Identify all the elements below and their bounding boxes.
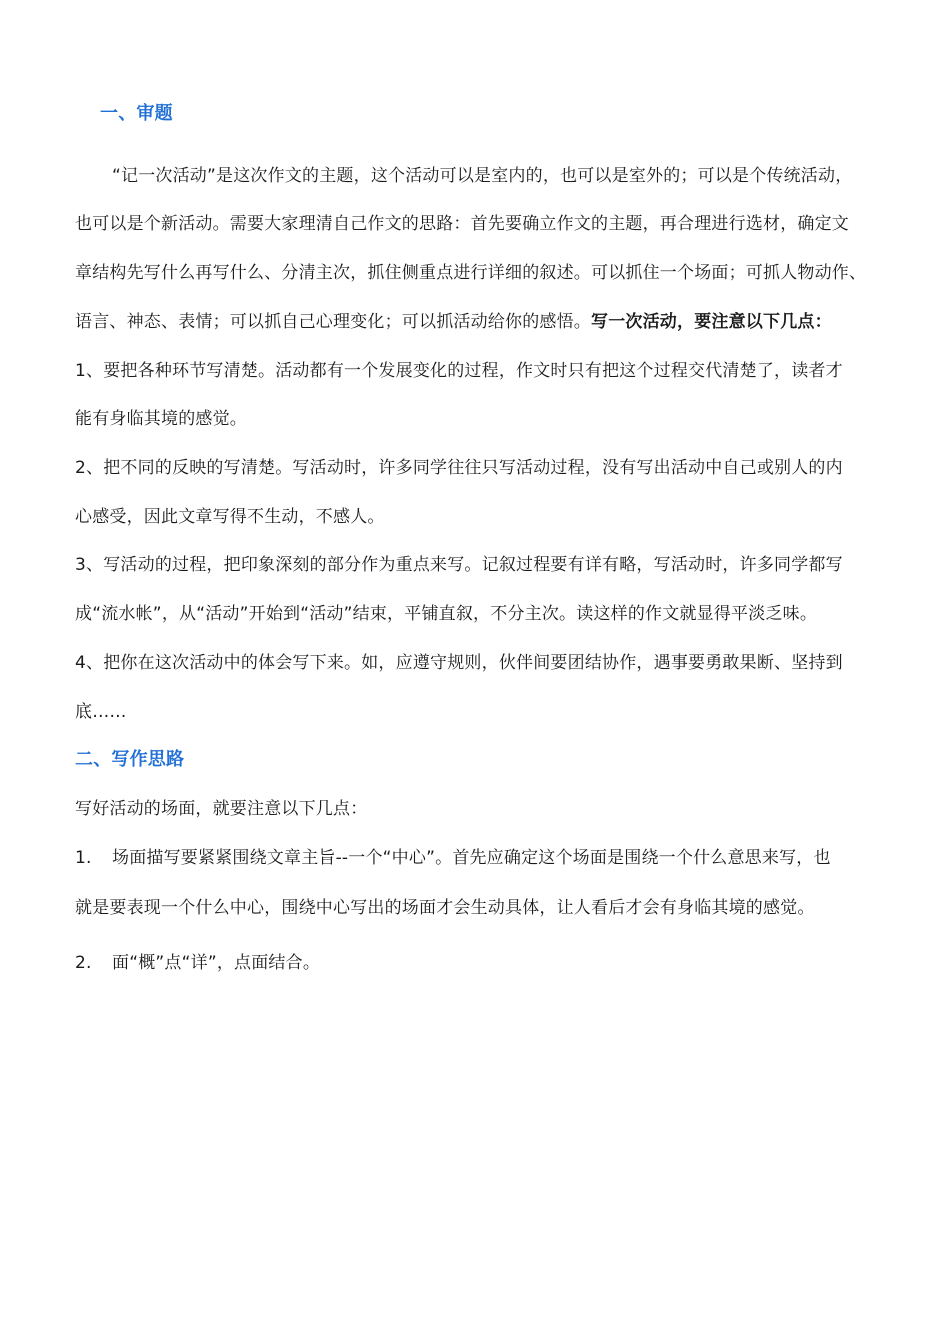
point-3-line-2: 成“流水帐”，从“活动”开始到“活动”结束，平铺直叙，不分主次。读这样的作文就显得平淡乏味。 <box>75 604 818 624</box>
list-number: 2. <box>75 953 92 973</box>
list-item-2 <box>75 952 935 974</box>
paragraph-line: 也可以是个新活动。需要大家理清自己作文的思路：首先要确立作文的主题，再合理进行选材，确定文 <box>75 214 849 234</box>
paragraph-line <box>75 311 935 333</box>
point-2-line-2: 心感受，因此文章写得不生动，不感人。 <box>75 507 385 527</box>
point-1-line-1: 1、要把各种环节写清楚。活动都有一个发展变化的过程，作文时只有把这个过程交代清楚了，读者才 <box>75 361 843 381</box>
list-item-1 <box>75 847 935 869</box>
paragraph-line: “记一次活动”是这次作文的主题，这个活动可以是室内的，也可以是室外的；可以是个传统活动， <box>112 166 853 186</box>
point-2-line-1: 2、把不同的反映的写清楚。写活动时，许多同学往往只写活动过程，没有写出活动中自己或别人的内 <box>75 458 843 478</box>
section-2-heading: 二、写作思路 <box>75 749 185 770</box>
section-2-intro: 写好活动的场面，就要注意以下几点： <box>75 799 368 819</box>
point-3-line-1: 3、写活动的过程，把印象深刻的部分作为重点来写。记叙过程要有详有略，写活动时，许多同学都写 <box>75 555 843 575</box>
point-1-line-2: 能有身临其境的感觉。 <box>75 409 247 429</box>
list-item-text: 面“概”点“详”，点面结合。 <box>112 953 321 973</box>
list-item-1-continuation: 就是要表现一个什么中心，围绕中心写出的场面才会生动具体，让人看后才会有身临其境的感觉。 <box>75 898 815 918</box>
list-number: 1. <box>75 848 92 868</box>
section-1-heading: 一、审题 <box>100 103 173 124</box>
point-4-line-1: 4、把你在这次活动中的体会写下来。如，应遵守规则，伙伴间要团结协作，遇事要勇敢果断、坚持到 <box>75 653 843 673</box>
paragraph-bold-text: 写一次活动，要注意以下几点： <box>591 312 832 332</box>
paragraph-text: 语言、神态、表情；可以抓自己心理变化；可以抓活动给你的感悟。 <box>75 312 591 332</box>
list-item-text: 场面描写要紧紧围绕文章主旨--一个“中心”。首先应确定这个场面是围绕一个什么意思来写，也 <box>112 848 831 868</box>
point-4-line-2: 底…… <box>75 702 127 722</box>
paragraph-line: 章结构先写什么再写什么、分清主次，抓住侧重点进行详细的叙述。可以抓住一个场面；可抓人物动作、 <box>75 263 867 283</box>
